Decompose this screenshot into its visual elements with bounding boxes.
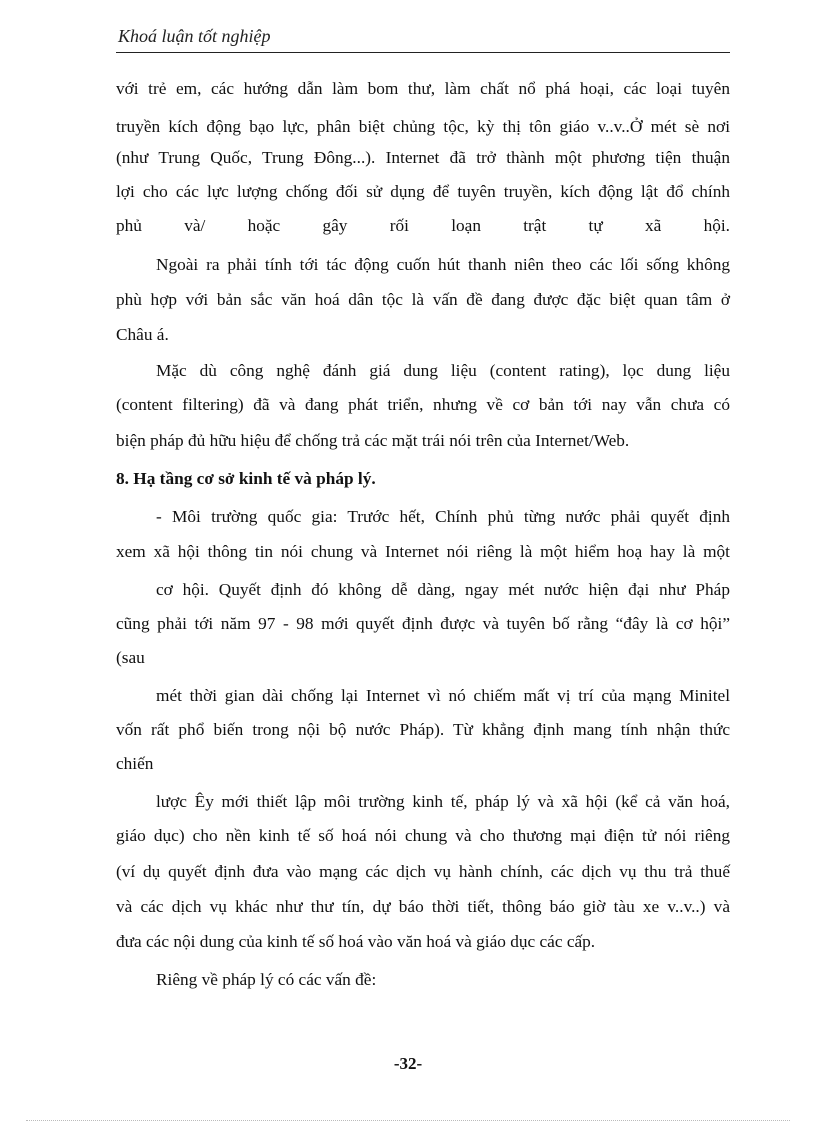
body-line: truyền kích động bạo lực, phân biệt chủng tộc, kỳ thị tôn giáo v..v..Ở mét sè nơi xyxy=(116,117,730,136)
body-line: phủ và/ hoặc gây rối loạn trật tự xã hội. xyxy=(116,216,730,235)
body-line: lợi cho các lực lượng chống đối sử dụng để tuyên truyền, kích động lật đổ chính xyxy=(116,182,730,201)
body-line: và các dịch vụ khác như thư tín, dự báo thời tiết, thông báo giờ tàu xe v..v..) và xyxy=(116,897,730,916)
body-line: chiến xyxy=(116,754,154,773)
body-line: (như Trung Quốc, Trung Đông...). Internet đã trở thành một phương tiện thuận xyxy=(116,148,730,167)
body-line: xem xã hội thông tin nói chung và Internet nói riêng là một hiểm hoạ hay là một xyxy=(116,542,730,561)
page-number: -32- xyxy=(393,1054,423,1073)
body-line: với trẻ em, các hướng dẫn làm bom thư, làm chất nổ phá hoại, các loại tuyên xyxy=(116,79,730,98)
body-line: vốn rất phổ biến trong nội bộ nước Pháp). Từ khẳng định mang tính nhận thức xyxy=(116,720,730,739)
page-bottom-border xyxy=(26,1120,790,1121)
body-line: - Môi trường quốc gia: Trước hết, Chính phủ từng nước phải quyết định xyxy=(156,507,730,526)
body-line: (sau xyxy=(116,648,145,667)
body-line: Mặc dù công nghệ đánh giá dung liệu (content rating), lọc dung liệu xyxy=(156,361,730,380)
body-line: mét thời gian dài chống lại Internet vì nó chiếm mất vị trí của mạng Minitel xyxy=(156,686,730,705)
body-line: lược Êy mới thiết lập môi trường kinh tế, pháp lý và xã hội (kể cả văn hoá, xyxy=(156,792,730,811)
body-line: Ngoài ra phải tính tới tác động cuốn hút thanh niên theo các lối sống không xyxy=(156,255,730,274)
body-line: cũng phải tới năm 97 - 98 mới quyết định được và tuyên bố rằng “đây là cơ hội” xyxy=(116,614,730,633)
body-line: (ví dụ quyết định đưa vào mạng các dịch vụ hành chính, các dịch vụ thu trả thuế xyxy=(116,862,730,881)
page-header-title: Khoá luận tốt nghiệp xyxy=(118,26,271,46)
body-line: biện pháp đủ hữu hiệu để chống trả các mặt trái nói trên của Internet/Web. xyxy=(116,431,630,450)
header-rule xyxy=(116,52,730,53)
body-line: phù hợp với bản sắc văn hoá dân tộc là vấn đề đang được đặc biệt quan tâm ở xyxy=(116,290,730,309)
body-line: giáo dục) cho nền kinh tế số hoá nói chung và cho thương mại điện tử nói riêng xyxy=(116,826,730,845)
section-heading: 8. Hạ tầng cơ sở kinh tế và pháp lý. xyxy=(116,469,376,488)
body-line: đưa các nội dung của kinh tế số hoá vào văn hoá và giáo dục các cấp. xyxy=(116,932,596,951)
body-line: (content filtering) đã và đang phát triển, nhưng về cơ bản tới nay vẫn chưa có xyxy=(116,395,730,414)
body-line: Riêng về pháp lý có các vấn đề: xyxy=(156,970,377,989)
body-line: Châu á. xyxy=(116,325,169,344)
body-line: cơ hội. Quyết định đó không dễ dàng, ngay mét nước hiện đại như Pháp xyxy=(156,580,730,599)
